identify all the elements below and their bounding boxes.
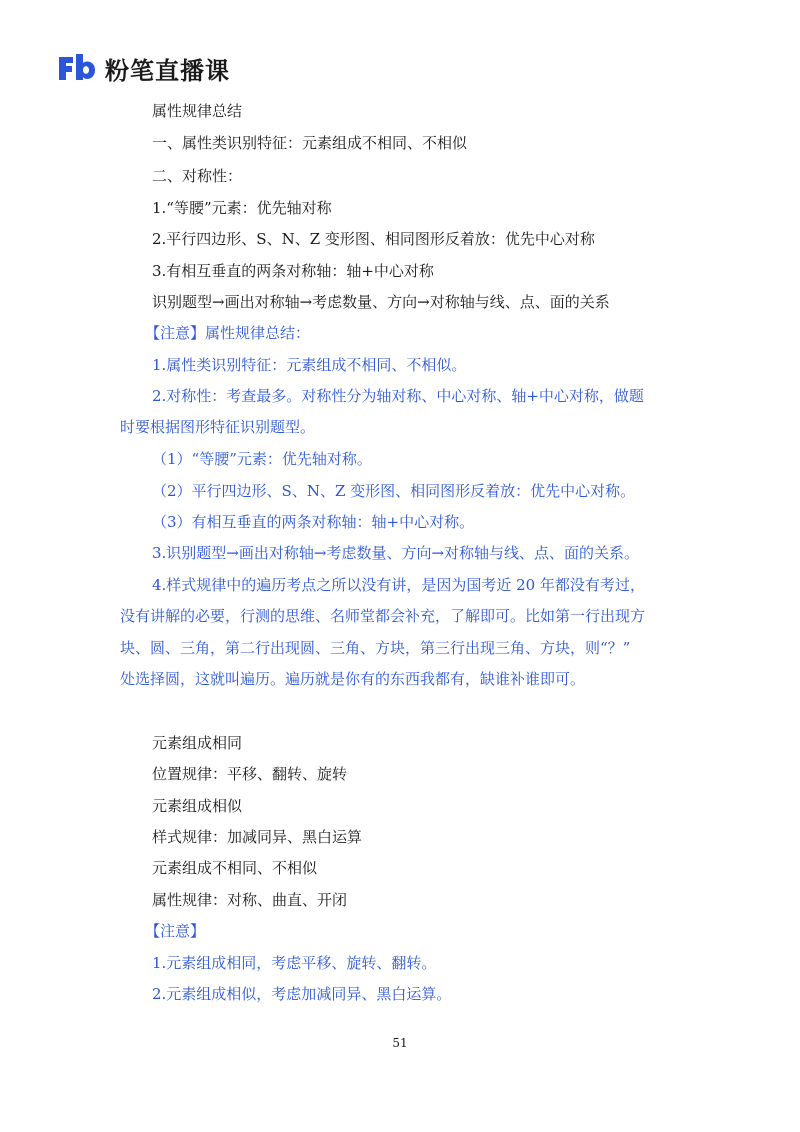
note1-item-7-cont-2: 块、圆、三角，第二行出现圆、三角、方块，第三行出现三角、方块，则“？” <box>120 639 631 657</box>
brand-name: 粉笔直播课 <box>105 56 230 85</box>
note1-item-1: 1.属性类识别特征：元素组成不相同、不相似。 <box>152 356 467 374</box>
section1-p2: 二、对称性： <box>152 167 243 185</box>
section2-line-2: 位置规律：平移、翻转、旋转 <box>152 765 348 783</box>
note2-item-2: 2.元素组成相似，考虑加减同异、黑白运算。 <box>152 985 452 1003</box>
note2-heading: 【注意】 <box>145 922 206 940</box>
section2-line-5: 元素组成不相同、不相似 <box>152 859 318 877</box>
section1-p5: 3.有相互垂直的两条对称轴：轴+中心对称 <box>152 262 434 280</box>
header-logo <box>57 52 230 84</box>
section1-p3: 1.“等腰”元素：优先轴对称 <box>152 199 332 217</box>
note1-item-5: （3）有相互垂直的两条对称轴：轴+中心对称。 <box>152 513 475 531</box>
section1-p1: 一、属性类识别特征：元素组成不相同、不相似 <box>152 134 468 152</box>
section2-line-4: 样式规律：加减同异、黑白运算 <box>152 828 363 846</box>
section1-p6: 识别题型→画出对称轴→考虑数量、方向→对称轴与线、点、面的关系 <box>152 293 610 311</box>
section2-line-3: 元素组成相似 <box>152 797 243 815</box>
section2-line-6: 属性规律：对称、曲直、开闭 <box>152 891 348 909</box>
note1-item-7: 4.样式规律中的遍历考点之所以没有讲，是因为国考近 20 年都没有考过， <box>152 576 645 594</box>
note1-item-6: 3.识别题型→画出对称轴→考虑数量、方向→对称轴与线、点、面的关系。 <box>152 544 640 562</box>
section1-p4: 2.平行四边形、S、N、Z 变形图、相同图形反着放：优先中心对称 <box>152 230 595 248</box>
fb-logo-icon <box>57 54 97 82</box>
page-number: 51 <box>392 1036 408 1050</box>
note1-item-2: 2.对称性：考查最多。对称性分为轴对称、中心对称、轴+中心对称，做题 <box>152 387 644 405</box>
note1-item-3: （1）“等腰”元素：优先轴对称。 <box>152 450 372 468</box>
note2-item-1: 1.元素组成相同，考虑平移、旋转、翻转。 <box>152 954 437 972</box>
note1-item-2-cont: 时要根据图形特征识别题型。 <box>120 418 316 436</box>
note1-item-4: （2）平行四边形、S、N、Z 变形图、相同图形反着放：优先中心对称。 <box>152 482 636 500</box>
section1-title: 属性规律总结 <box>152 102 243 120</box>
note1-heading: 【注意】属性规律总结： <box>145 324 311 342</box>
section2-line-1: 元素组成相同 <box>152 734 243 752</box>
note1-item-7-cont-1: 没有讲解的必要，行测的思维、名师堂都会补充，了解即可。比如第一行出现方 <box>120 607 646 625</box>
note1-item-7-cont-3: 处选择圆，这就叫遍历。遍历就是你有的东西我都有，缺谁补谁即可。 <box>120 670 586 688</box>
